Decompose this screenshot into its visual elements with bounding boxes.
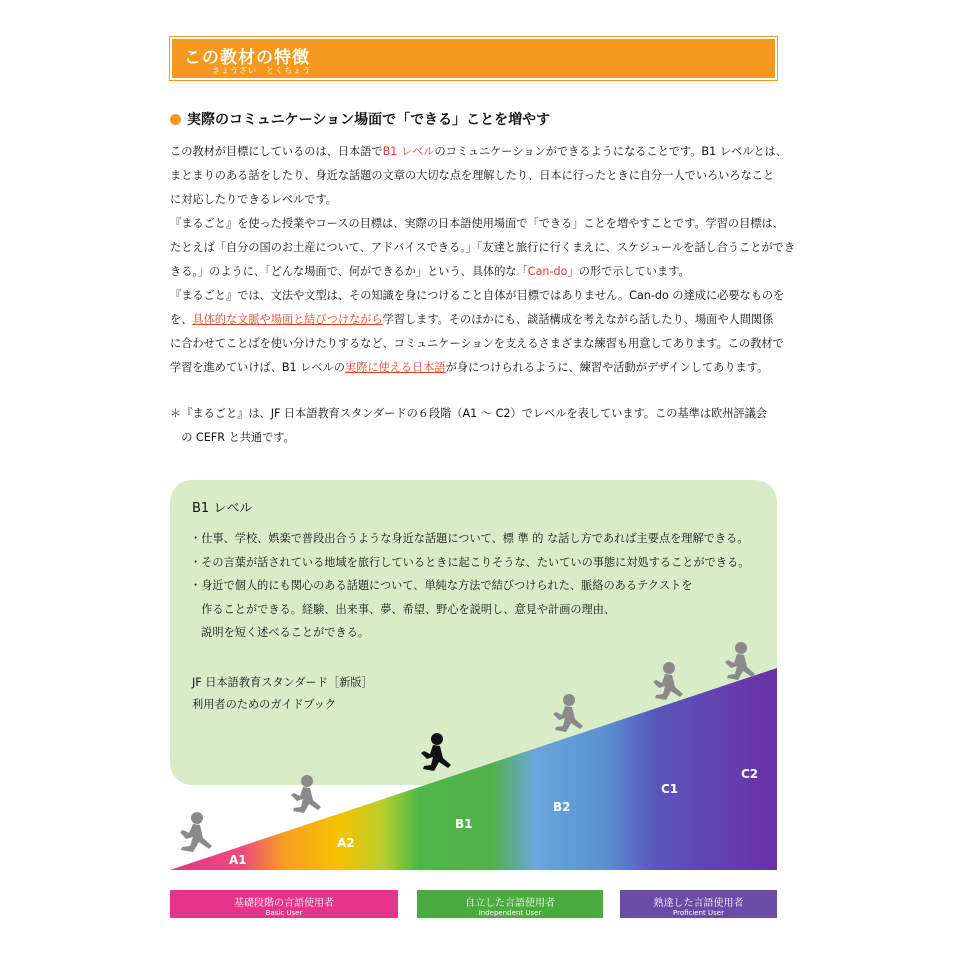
runner-icon	[291, 775, 321, 813]
body-line: 学習を進めていけば、B1 レベルの実際に使える日本語が身につけられるように、練習や活動がデザインしてあります。	[170, 361, 769, 374]
section-heading-text: 実際のコミュニケーション場面で「できる」ことを増やす	[187, 112, 551, 128]
list-item: 説明を短く述べることができる。	[190, 626, 370, 639]
level-label-a1: A1	[229, 853, 247, 867]
body-line: きる。」のように、「どんな場面で、何ができるか」という、具体的な「Can-do」の形で示しています。	[170, 265, 690, 278]
runner-icon	[180, 812, 212, 852]
list-item: 作ることができる。経験、出来事、夢、希望、野心を説明し、意見や計画の理由、	[190, 602, 616, 616]
list-item: ・身近で個人的にも関心のある話題について、単純な方法で結びつけられた、脈絡のあるテクストを	[190, 579, 693, 592]
source-reference: JF 日本語教育スタンダード［新版］ 利用者のためのガイドブック	[192, 676, 373, 711]
b1-title: B1 レベル	[192, 501, 253, 516]
list-item: ・その言葉が話されている地域を旅行しているときに起こりそうな、たいていの事態に対処することができる。	[190, 555, 750, 569]
body-line: 『まるごと』を使った授業やコースの目標は、実際の日本語使用場面で「できる」ことを増やすことです。学習の目標は、	[170, 217, 784, 230]
body-line: に合わせてことばを使い分けたりするなど、コミュニケーションを支えるさまざまな練習も用意してあります。この教材で	[170, 337, 784, 350]
body-line: に対応したりできるレベルです。	[170, 193, 337, 206]
title-ruby: きょうざい とくちょう	[212, 66, 311, 75]
body-line: を、具体的な文脈や場面と結びつけながら学習します。そのほかにも、談話構成を考えながら話したり、場面や人間関係	[170, 313, 774, 326]
body-line: たとえば「自分の国のお土産について、アドバイスできる。」「友達と旅行に行くまえに、スケジュールを話し合うことができ	[170, 241, 796, 254]
page-title: この教材の特徴	[184, 48, 310, 68]
body-line: 『まるごと』では、文法や文型は、その知識を身につけること自体が目標ではありません。Can-do の達成に必要なものを	[170, 289, 785, 302]
legend-proficient-user: 熟達した言語使用者 Proficient User	[620, 890, 777, 918]
level-slope	[170, 668, 777, 870]
list-item: ・仕事、学校、娯楽で普段出合うような身近な話題について、標 準 的 な話し方であれば主要点を理解できる。	[190, 532, 749, 545]
runner-icon	[553, 694, 583, 732]
runner-icon-active	[421, 733, 451, 771]
body-line: まとまりのある話をしたり、身近な話題の文章の大切な点を理解したり、日本に行ったときに自分一人でいろいろなこと	[170, 169, 775, 182]
runner-icon	[653, 662, 683, 700]
footnote: ＊『まるごと』は、JF 日本語教育スタンダードの６段階（A1 ～ C2）でレベルを表しています。この基準は欧州評議会 の CEFR と共通です。	[170, 407, 767, 444]
body-line: この教材が目標にしているのは、日本語でB1 レベルのコミュニケーションができるようになることです。B1 レベルとは、	[170, 145, 787, 158]
legend-basic-user: 基礎段階の言語使用者 Basic User	[170, 890, 398, 918]
level-label-b2: B2	[553, 800, 571, 814]
level-label-c2: C2	[741, 767, 759, 781]
runner-icon	[725, 642, 755, 680]
level-label-a2: A2	[337, 836, 355, 850]
legend-independent-user: 自立した言語使用者 Independent User	[417, 890, 603, 918]
level-label-c1: C1	[661, 782, 679, 796]
level-label-b1: B1	[455, 817, 473, 831]
